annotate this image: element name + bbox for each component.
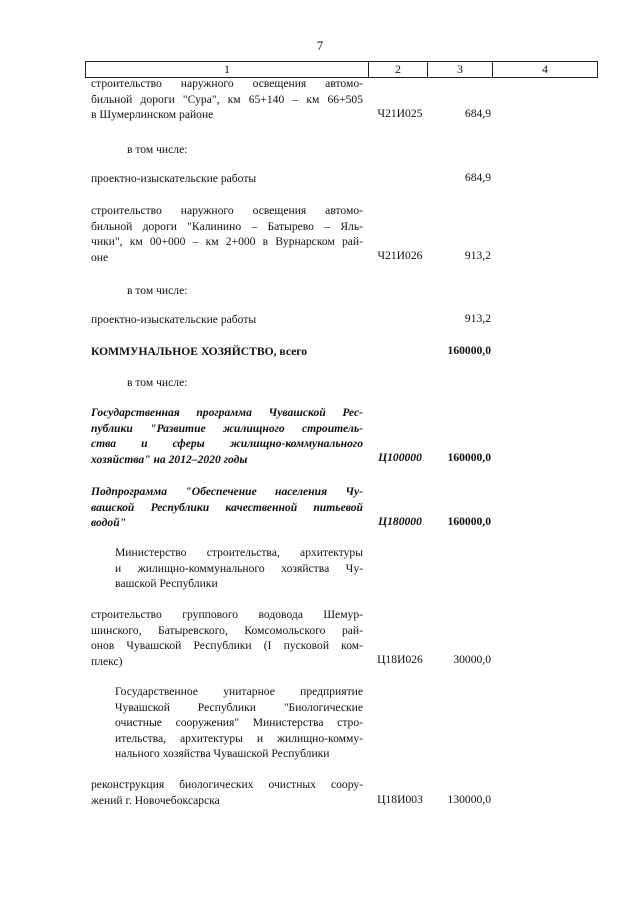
row-text-line: хозяйства" на 2012–2020 годы	[91, 452, 248, 466]
row-text-line: Министерство строительства, архитектуры	[115, 546, 363, 559]
row-amount: 160000,0	[447, 515, 491, 528]
row-text-line: строительство наружного освещения автомо-	[91, 77, 363, 90]
row-amount: 913,2	[464, 249, 491, 262]
row-text-line: жений г. Новочебоксарска	[91, 793, 220, 807]
row-code: Ц180000	[378, 515, 422, 528]
row-amount: 160000,0	[447, 451, 491, 464]
row-text-line: публики "Развитие жилищного строитель-	[91, 421, 363, 435]
row-code: Ч21И025	[377, 107, 423, 120]
row-text-line: бильной дороги "Калинино – Батырево – Яль-	[91, 219, 363, 233]
row-text-line: водой"	[91, 516, 127, 529]
row-amount: 160000,0	[447, 344, 491, 357]
row-amount: 913,2	[464, 312, 491, 325]
row-text-line: шинского, Батыревского, Комсомольского рай-	[91, 623, 363, 637]
row-text-line: нального хозяйства Чувашской Республики	[115, 747, 330, 760]
row-amount: 30000,0	[453, 653, 491, 666]
row-text-line: ительства, архитектуры и жилищно-комму-	[115, 731, 363, 745]
row-text-line: Государственное унитарное предприятие	[115, 685, 363, 698]
row-amount: 684,9	[464, 107, 491, 120]
row-text-line: строительство группового водовода Шемур-	[91, 608, 363, 621]
row-text-line: чики", км 00+000 – км 2+000 в Вурнарском рай-	[91, 235, 363, 248]
row-text-line: Государственная программа Чувашской Рес-	[91, 406, 363, 419]
row-text-line: в Шумерлинском районе	[91, 108, 214, 121]
row-text-line: строительство наружного освещения автомо-	[91, 204, 363, 217]
header-col-3: 3	[428, 62, 493, 77]
row-text-line: в том числе:	[127, 143, 188, 156]
row-text-line: вашской Республики качественной питьевой	[91, 500, 363, 514]
row-text-line: проектно-изыскательские работы	[91, 313, 257, 326]
row-text-line: ства и сферы жилищно-коммунального	[91, 437, 363, 450]
row-text-line: Чувашской Республики "Биологические	[115, 700, 363, 714]
header-col-1: 1	[86, 62, 369, 77]
row-code: Ц100000	[378, 451, 422, 464]
row-text-line: оне	[91, 250, 109, 264]
row-text-line: и жилищно-коммунального хозяйства Чу-	[115, 561, 363, 575]
page-number: 7	[316, 38, 324, 53]
row-amount: 130000,0	[447, 793, 491, 806]
row-text-line: онов Чувашской Республики (I пусковой ком-	[91, 639, 363, 652]
row-text-line: реконструкция биологических очистных соору-	[91, 778, 363, 791]
row-text-line: в том числе:	[127, 284, 188, 297]
row-code: Ц18И003	[377, 793, 423, 806]
row-code: Ч21И026	[377, 249, 423, 262]
row-text-line: в том числе:	[127, 376, 188, 389]
row-text-line: КОММУНАЛЬНОЕ ХОЗЯЙСТВО, всего	[91, 345, 308, 358]
row-text-line: плекс)	[91, 654, 123, 668]
row-text-line: проектно-изыскательские работы	[91, 172, 257, 185]
row-text-line: Подпрограмма "Обеспечение населения Чу-	[91, 485, 363, 498]
row-text-line: очистные сооружения" Министерства стро-	[115, 716, 363, 729]
row-text-line: вашской Республики	[115, 577, 218, 590]
row-code: Ц18И026	[377, 653, 423, 666]
row-text-line: бильной дороги "Сура", км 65+140 – км 66+505	[91, 92, 363, 106]
row-amount: 684,9	[464, 171, 491, 184]
header-col-4: 4	[542, 62, 548, 76]
header-col-2: 2	[369, 62, 428, 77]
